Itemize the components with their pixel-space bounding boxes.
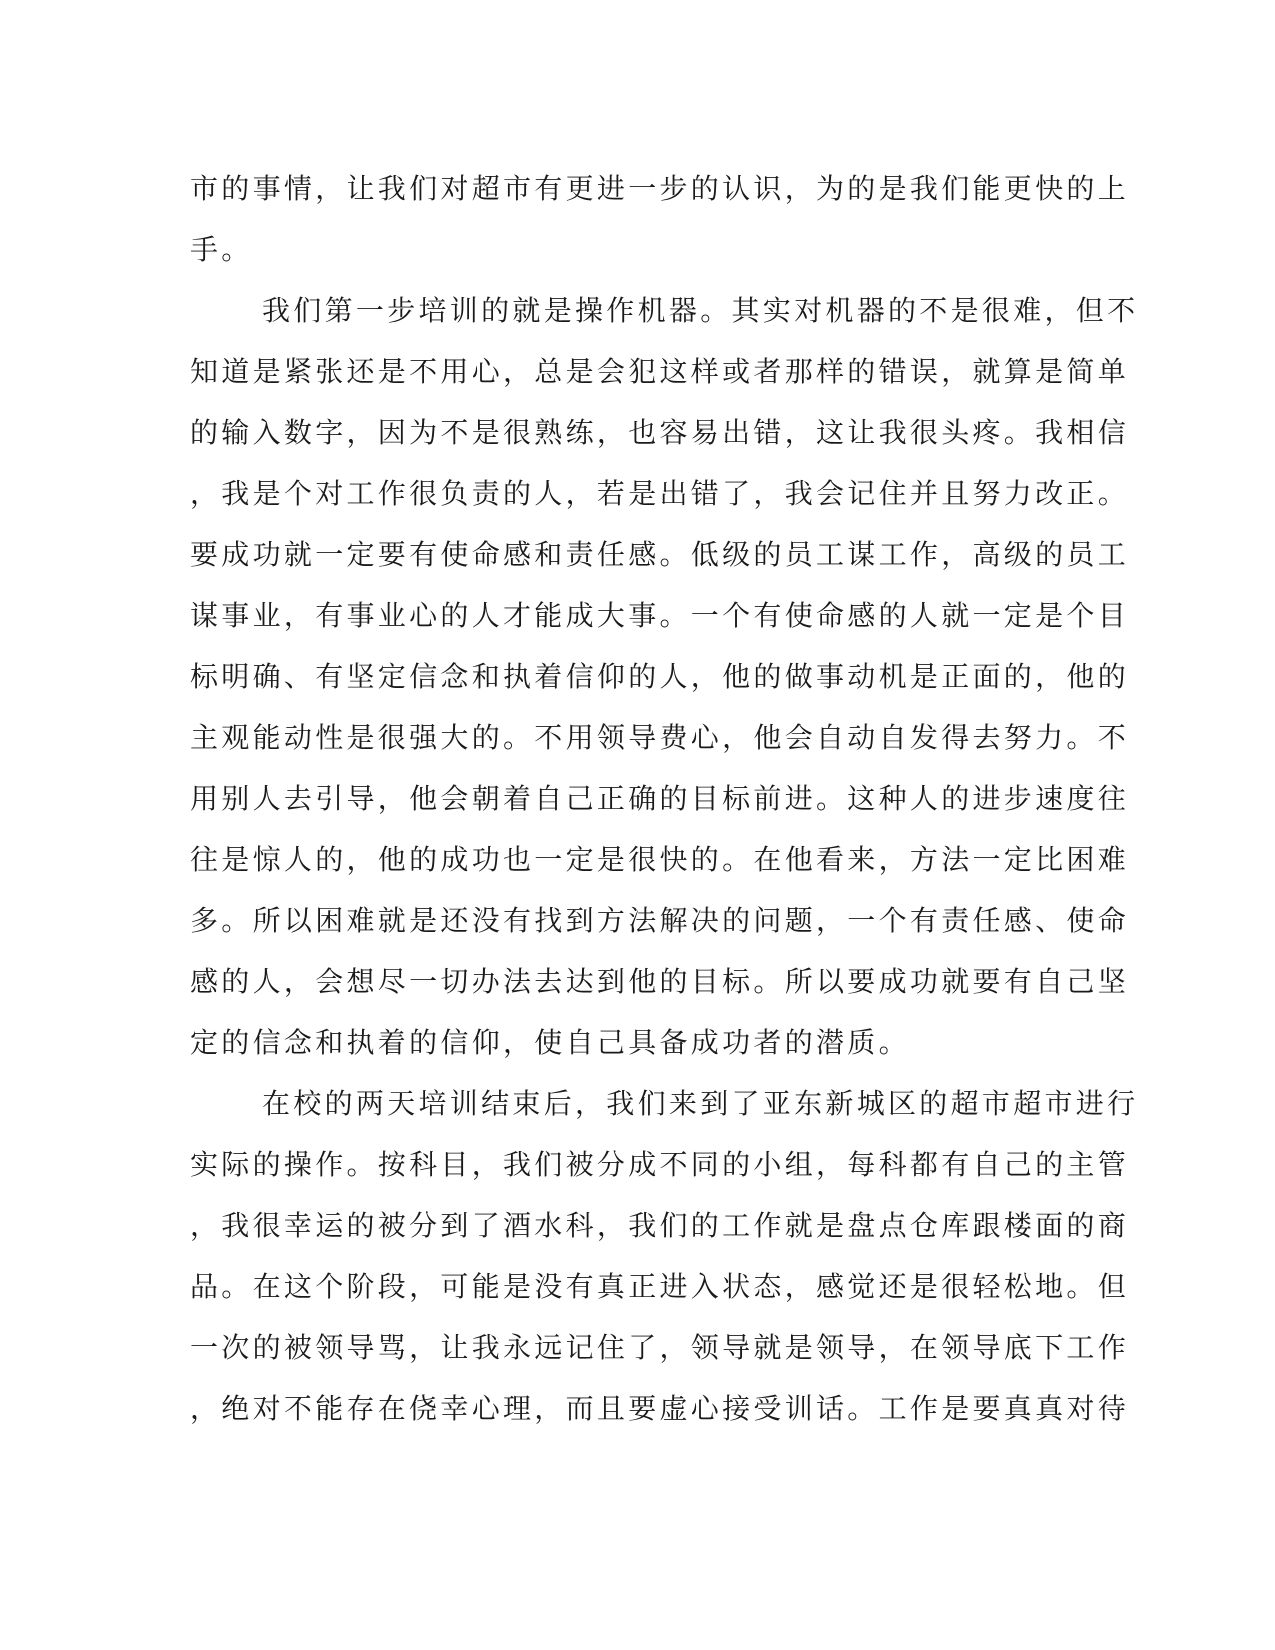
text-line: 用别人去引导，他会朝着自己正确的目标前进。这种人的进步速度往 [190,782,1130,815]
text-line: 知道是紧张还是不用心，总是会犯这样或者那样的错误，就算是简单 [190,355,1130,388]
text-line: ，我是个对工作很负责的人，若是出错了，我会记住并且努力改正。 [190,477,1130,510]
text-line: 标明确、有坚定信念和执着信仰的人，他的做事动机是正面的，他的 [190,660,1130,693]
text-line: ，我很幸运的被分到了酒水科，我们的工作就是盘点仓库跟楼面的商 [190,1209,1130,1242]
text-line: 定的信念和执着的信仰，使自己具备成功者的潜质。 [190,1026,910,1059]
text-line: ，绝对不能存在侥幸心理，而且要虚心接受训话。工作是要真真对待 [190,1392,1130,1425]
paragraph-start-line: 我们第一步培训的就是操作机器。其实对机器的不是很难，但不 [262,294,1139,327]
body-text [190,158,1139,1439]
text-line: 谋事业，有事业心的人才能成大事。一个有使命感的人就一定是个目 [190,599,1130,632]
text-line: 市的事情，让我们对超市有更进一步的认识，为的是我们能更快的上 [190,172,1130,205]
text-line: 品。在这个阶段，可能是没有真正进入状态，感觉还是很轻松地。但 [190,1270,1130,1303]
text-line: 往是惊人的，他的成功也一定是很快的。在他看来，方法一定比困难 [190,843,1130,876]
text-line: 一次的被领导骂，让我永远记住了，领导就是领导，在领导底下工作 [190,1331,1130,1364]
paragraph-start-line: 在校的两天培训结束后，我们来到了亚东新城区的超市超市进行 [262,1087,1139,1120]
text-line: 主观能动性是很强大的。不用领导费心，他会自动自发得去努力。不 [190,721,1130,754]
text-line: 感的人，会想尽一切办法去达到他的目标。所以要成功就要有自己坚 [190,965,1130,998]
text-line: 的输入数字，因为不是很熟练，也容易出错，这让我很头疼。我相信 [190,416,1130,449]
text-line: 多。所以困难就是还没有找到方法解决的问题，一个有责任感、使命 [190,904,1130,937]
text-line: 实际的操作。按科目，我们被分成不同的小组，每科都有自己的主管 [190,1148,1130,1181]
text-line: 要成功就一定要有使命感和责任感。低级的员工谋工作，高级的员工 [190,538,1130,571]
text-line: 手。 [190,233,253,266]
